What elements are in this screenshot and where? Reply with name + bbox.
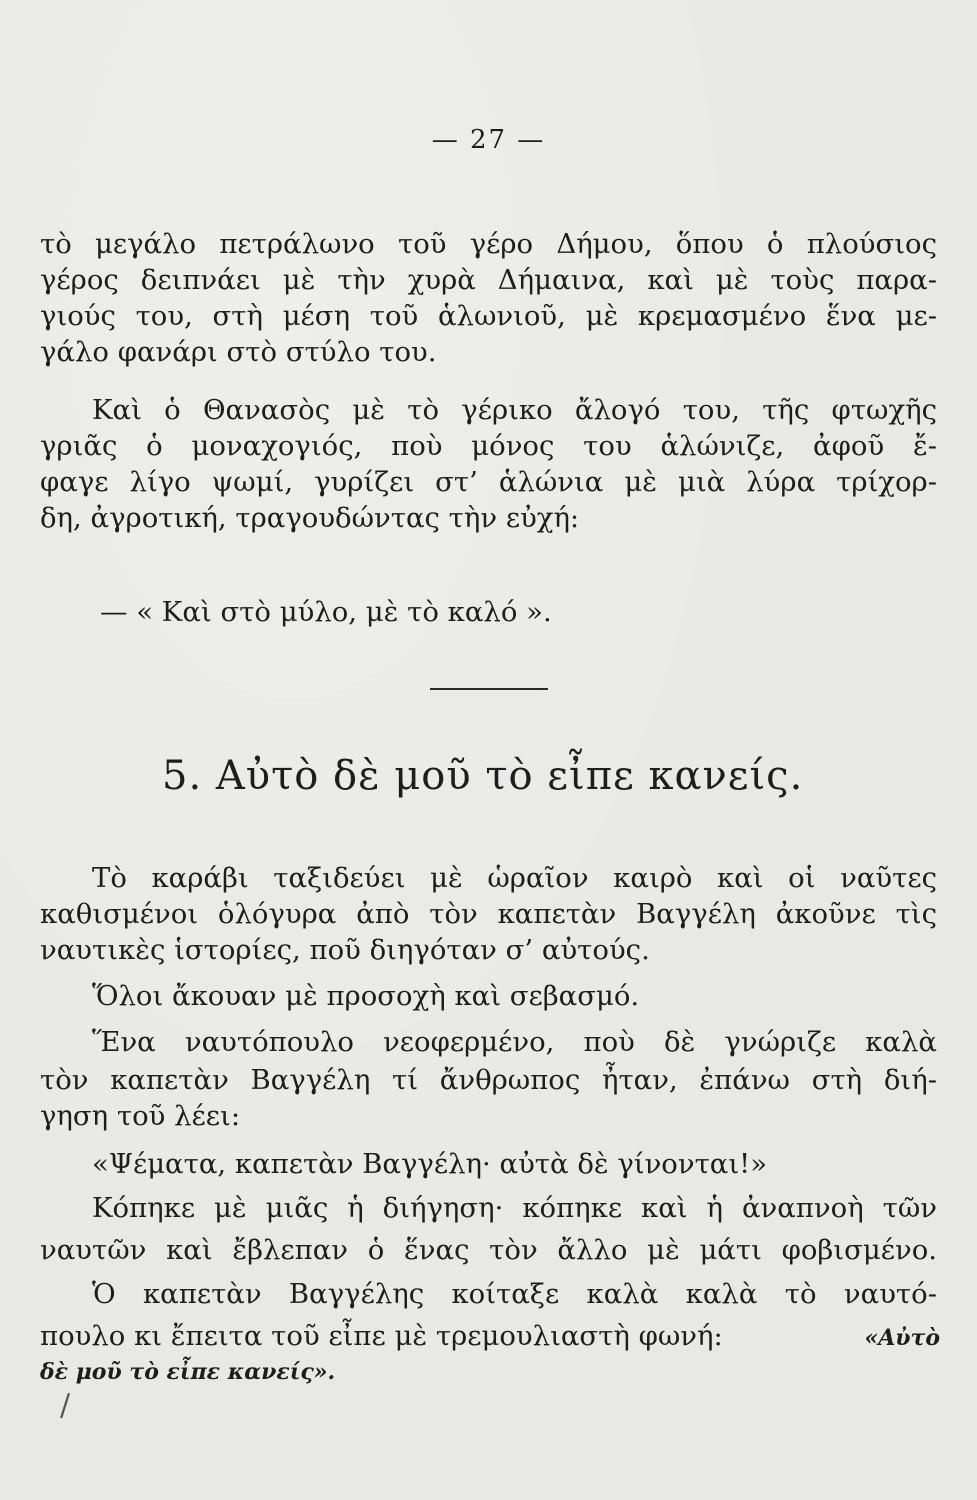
section-heading: 5. Αὐτὸ δὲ μοῦ τὸ εἶπε κανείς. [162,753,804,799]
emphasis-text: «Αὐτὸ [864,1325,940,1351]
pencil-mark: / [60,1388,71,1423]
text-line: τὸν καπετὰν Βαγγέλη τί ἄνθρωπος ἦταν, ἐπάνω στὴ διή- [40,1064,937,1096]
text-line: Ὅλοι ἄκουαν μὲ προσοχὴ καὶ σεβασμό. [92,980,640,1012]
text-line: δη, ἀγροτική, τραγουδώντας τὴν εὐχή: [40,502,580,534]
text-line: Ἕνα ναυτόπουλο νεοφερμένο, ποὺ δὲ γνώριζε καλὰ [92,1026,937,1058]
text-line: «Ψέματα, καπετὰν Βαγγέλη· αὐτὰ δὲ γίνονται!» [92,1148,768,1180]
section-divider [430,688,548,690]
text-line: Ὁ καπετὰν Βαγγέλης κοίταξε καλὰ καλὰ τὸ ναυτό- [92,1278,937,1310]
text-line: Κόπηκε μὲ μιᾶς ἡ διήγηση· κόπηκε καὶ ἡ ἀναπνοὴ τῶν [92,1192,937,1224]
text-line: γέρος δειπνάει μὲ τὴν χυρὰ Δήμαινα, καὶ μὲ τοὺς παρα- [40,264,937,296]
text-line: γάλο φανάρι στὸ στύλο του. [40,336,437,368]
text-line: ναυτῶν καὶ ἔβλεπαν ὁ ἕνας τὸν ἄλλο μὲ μάτι φοβισμένο. [40,1234,937,1266]
text-line: ναυτικὲς ἱστορίες, ποῦ διηγόταν σ’ αὐτούς. [40,934,650,966]
text-line: φαγε λίγο ψωμί, γυρίζει στ’ ἁλώνια μὲ μιὰ λύρα τρίχορ- [40,466,937,498]
text-line: γιούς του, στὴ μέση τοῦ ἁλωνιοῦ, μὲ κρεμασμένο ἕνα με- [40,300,937,332]
text-line: γριᾶς ὁ μοναχογιός, ποὺ μόνος του ἁλώνιζε, ἀφοῦ ἔ- [40,430,937,462]
emphasis-text: δὲ μοῦ τὸ εἶπε κανείς». [40,1359,336,1385]
text-line: καθισμένοι ὁλόγυρα ἀπὸ τὸν καπετὰν Βαγγέλη ἀκοῦνε τὶς [40,898,937,930]
text-line: πουλο κι ἔπειτα τοῦ εἶπε μὲ τρεμουλιαστὴ φωνή: [40,1320,723,1352]
text-line: γηση τοῦ λέει: [40,1100,241,1132]
text-line: Τὸ καράβι ταξιδεύει μὲ ὡραῖον καιρὸ καὶ οἱ ναῦτες [92,862,937,894]
page-number: — 27 — [431,125,546,155]
quote-line: — « Καὶ στὸ μύλο, μὲ τὸ καλό ». [100,596,552,628]
text-line: Καὶ ὁ Θανασὸς μὲ τὸ γέρικο ἄλογό του, τῆς φτωχῆς [92,394,937,426]
text-line: τὸ μεγάλο πετράλωνο τοῦ γέρο Δήμου, ὅπου ὁ πλούσιος [40,228,937,260]
